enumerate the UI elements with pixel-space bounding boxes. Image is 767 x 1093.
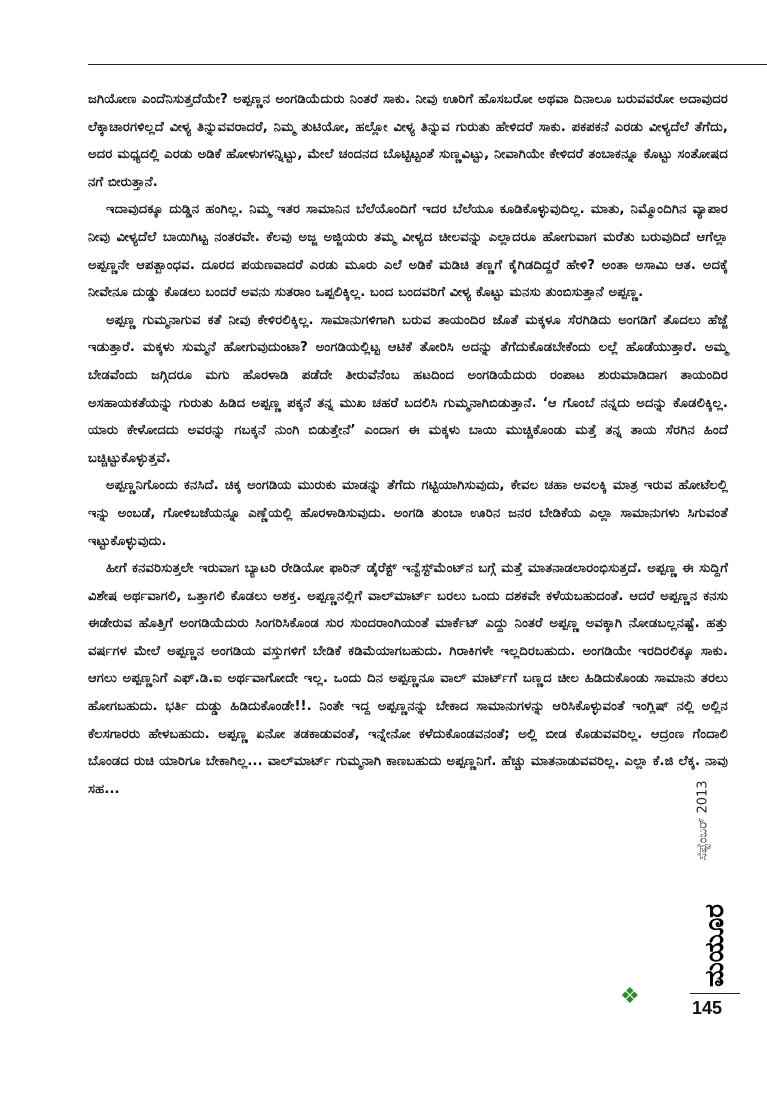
page-number-rule bbox=[690, 993, 740, 994]
issue-date: ಸೆಪ್ಟೆಂಬರ್ 2013 bbox=[695, 779, 711, 861]
page-number: 145 bbox=[692, 998, 723, 1018]
paragraph: ಇದಾವುದಕ್ಕೂ ದುಡ್ಡಿನ ಹಂಗಿಲ್ಲ. ನಿಮ್ಮ ಇತರ ಸಾಮಾನಿನ ಬೆಲೆಯೊಂದಿಗೆ ಇದರ ಬೆಲೆಯೂ ಕೂಡಿಕೊಳ್ಳುವುದಿಲ್ಲ. ಮಾತು, ನಿಮ್ಮೊಂದಿಗಿನ ವ್ಯಾಪಾರ ನೀವು ವೀಳ್ಯದೆಲೆ ಬಾಯಿಗಿಟ್ಟ ನಂತರವೇ. ಕೆಲವು ಅಜ್ಜ ಅಜ್ಜಿಯರು ತಮ್ಮ ವೀಳ್ಯದ ಚೀಲವನ್ನು ಎಲ್ಲಾದರೂ ಹೋಗುವಾಗ ಮರೆತು ಬರುವುದಿದೆ ಆಗೆಲ್ಲಾ ಅಪ್ಪಣ್ಣನೇ ಆಪತ್ಬಾಂಧವ. ದೂರದ ಪಯಣವಾದರೆ ಎರಡು ಮೂರು ಎಲೆ ಅಡಿಕೆ ಮಡಿಚಿ ತಣ್ಣಗೆ ಕೈಗಿಡದಿದ್ದರೆ ಹೇಳಿ? ಅಂತಾ ಅಸಾಮಿ ಆತ. ಅದಕ್ಕೆ ನೀವೇನೂ ದುಡ್ಡು ಕೊಡಲು ಬಂದರೆ ಅವನು ಸುತರಾಂ ಒಪ್ಪಲಿಕ್ಕಿಲ್ಲ. ಬಂದ ಬಂದವರಿಗೆ ವೀಳ್ಯ ಕೊಟ್ಟು ಮನಸು ತುಂಬಿಸುತ್ತಾನೆ ಅಪ್ಪಣ್ಣ. bbox=[88, 202, 728, 301]
paragraph: ಅಪ್ಪಣ್ಣನಿಗೊಂದು ಕನಸಿದೆ. ಚಿಕ್ಕ ಅಂಗಡಿಯ ಮುರುಕು ಮಾಡನ್ನು ತೆಗೆದು ಗಟ್ಟಿಯಾಗಿಸುವುದು, ಕೇವಲ ಚಹಾ ಅವಲಕ್ಕಿ ಮಾತ್ರ ಇರುವ ಹೋಟೆಲಲ್ಲಿ ಇನ್ನು ಅಂಬಡೆ, ಗೋಳಿಬಜೆಯನ್ನೂ ಎಣ್ಣೆಯಲ್ಲಿ ಹೊರಳಾಡಿಸುವುದು. ಅಂಗಡಿ ತುಂಬಾ ಊರಿನ ಜನರ ಬೇಡಿಕೆಯ ಎಲ್ಲಾ ಸಾಮಾನುಗಳು ಸಿಗುವಂತೆ ಇಟ್ಟುಕೊಳ್ಳುವುದು. bbox=[88, 478, 728, 549]
end-ornament-icon: ❖ bbox=[620, 984, 640, 1009]
article-body bbox=[88, 86, 728, 803]
paragraph: ಅಪ್ಪಣ್ಣ ಗುಮ್ಮನಾಗುವ ಕತೆ ನೀವು ಕೇಳಿರಲಿಕ್ಕಿಲ್ಲ. ಸಾಮಾನುಗಳಿಗಾಗಿ ಬರುವ ತಾಯಂದಿರ ಜೊತೆ ಮಕ್ಕಳೂ ಸೆರಗಿಡಿದು ಅಂಗಡಿಗೆ ತೊದಲು ಹೆಜ್ಜೆ ಇಡುತ್ತಾರೆ. ಮಕ್ಕಳು ಸುಮ್ಮನೆ ಹೋಗುವುದುಂಟಾ? ಅಂಗಡಿಯಲ್ಲಿಟ್ಟ ಆಟಿಕೆ ತೋರಿಸಿ ಅದನ್ನು ತೆಗೆದುಕೊಡಬೇಕೆಂದು ಲಲ್ಲೆ ಹೊಡೆಯುತ್ತಾರೆ. ಅಮ್ಮ ಬೇಡವೆಂದು ಜಗ್ಗಿದರೂ ಮಗು ಹೊರಳಾಡಿ ಪಡೆದೇ ತೀರುವೆನೆಂಬ ಹಟದಿಂದ ಅಂಗಡಿಯೆದುರು ರಂಪಾಟ ಶುರುಮಾಡಿದಾಗ ತಾಯಂದಿರ ಅಸಹಾಯಕತೆಯನ್ನು ಗುರುತು ಹಿಡಿದ ಅಪ್ಪಣ್ಣ ಪಕ್ಕನೆ ತನ್ನ ಮುಖ ಚಹರೆ ಬದಲಿಸಿ ಗುಮ್ಮನಾಗಿಬಿಡುತ್ತಾನೆ. ‘ಆ ಗೊಂಬೆ ನನ್ನದು ಅದನ್ನು ಕೊಡಲಿಕ್ಕಿಲ್ಲ. ಯಾರು ಕೇಳೋದದು ಅವರನ್ನು ಗಬಕ್ಕನೆ ನುಂಗಿ ಬಿಡುತ್ತೇನೆ’ ಎಂದಾಗ ಈ ಮಕ್ಕಳು ಬಾಯಿ ಮುಚ್ಚಿಕೊಂಡು ಮತ್ತೆ ತನ್ನ ತಾಯ ಸೆರಗಿನ ಹಿಂದೆ ಬಚ್ಚಿಟ್ಟುಕೊಳ್ಳುತ್ತವೆ. bbox=[88, 312, 728, 466]
top-rule bbox=[88, 64, 767, 65]
paragraph: ಜಗಿಯೋಣ ಎಂದೆನಿಸುತ್ತದೆಯೇ? ಅಪ್ಪಣ್ಣನ ಅಂಗಡಿಯೆದುರು ನಿಂತರೆ ಸಾಕು. ನೀವು ಊರಿಗೆ ಹೊಸಬರೋ ಅಥವಾ ದಿನಾಲೂ ಬರುವವರೋ ಅದಾವುದರ ಲೆಕ್ಕಾಚಾರಗಳಿಲ್ಲದೆ ವೀಳ್ಯ ತಿನ್ನುವವರಾದರೆ, ನಿಮ್ಮ ತುಟಿಯೋ, ಹಲ್ಲೋ ವೀಳ್ಯ ತಿನ್ನುವ ಗುರುತು ಹೇಳಿದರೆ ಸಾಕು. ಪಕಪಕನೆ ಎರಡು ವೀಳ್ಯದೆಲೆ ತೆಗೆದು, ಅದರ ಮಧ್ಯದಲ್ಲಿ ಎರಡು ಅಡಿಕೆ ಹೋಳುಗಳನ್ನಿಟ್ಟು, ಮೇಲೆ ಚಂದನದ ಬೊಟ್ಟಿಟ್ಟಂತೆ ಸುಣ್ಣವಿಟ್ಟು, ನೀವಾಗಿಯೇ ಕೇಳಿದರೆ ತಂಬಾಕನ್ನೂ ಕೊಟ್ಟು ಸಂತೋಷದ ನಗೆ ಬೀರುತ್ತಾನೆ. bbox=[88, 92, 728, 190]
magazine-masthead: ಮಯೂರ bbox=[699, 903, 730, 987]
paragraph: ಹೀಗೆ ಕನವರಿಸುತ್ತಲೇ ಇರುವಾಗ ಬ್ಯಾಟರಿ ರೇಡಿಯೋ ಫಾರಿನ್ ಡೈರೆಕ್ಟ್ ಇನ್ವೆಸ್ಟ್‌ಮೆಂಟ್‌ನ ಬಗ್ಗೆ ಮತ್ತೆ ಮಾತನಾಡಲಾರಂಭಿಸುತ್ತದೆ. ಅಪ್ಪಣ್ಣ ಈ ಸುದ್ದಿಗೆ ವಿಶೇಷ ಅರ್ಥವಾಗಲಿ, ಒತ್ತಾಗಲಿ ಕೊಡಲು ಅಶಕ್ತ. ಅಪ್ಪಣ್ಣನಲ್ಲಿಗೆ ವಾಲ್‌ಮಾರ್ಟ್ ಬರಲು ಒಂದು ದಶಕವೇ ಕಳೆಯಬಹುದಂತೆ. ಆದರೆ ಅಪ್ಪಣ್ಣನ ಕನಸು ಈಡೇರುವ ಹೊತ್ತಿಗೆ ಅಂಗಡಿಯೆದುರು ಸಿಂಗರಿಸಿಕೊಂಡ ಸುರ ಸುಂದರಾಂಗಿಯಂತೆ ಮಾರ್ಕೆಟ್ ಎದ್ದು ನಿಂತರೆ ಅಪ್ಪಣ್ಣ ಅವಕ್ಕಾಗಿ ನೋಡಬಲ್ಲನಷ್ಟೆ. ಹತ್ತು ವರ್ಷಗಳ ಮೇಲೆ ಅಪ್ಪಣ್ಣನ ಅಂಗಡಿಯ ವಸ್ತುಗಳಿಗೆ ಬೇಡಿಕೆ ಕಡಿಮೆಯಾಗಬಹುದು. ಗಿರಾಕಿಗಳೇ ಇಲ್ಲದಿರಬಹುದು. ಅಂಗಡಿಯೇ ಇರದಿರಲಿಕ್ಕೂ ಸಾಕು. ಆಗಲು ಅಪ್ಪಣ್ಣನಿಗೆ ಎಫ್.ಡಿ.ಐ ಅರ್ಥವಾಗೋದೇ ಇಲ್ಲ. ಒಂದು ದಿನ ಅಪ್ಪಣ್ಣನೂ ವಾಲ್ ಮಾರ್ಟ್‌ಗೆ ಬಣ್ಣದ ಚೀಲ ಹಿಡಿದುಕೊಂಡು ಸಾಮಾನು ತರಲು ಹೋಗಬಹುದು. ಭರ್ತಿ ದುಡ್ಡು ಹಿಡಿದುಕೊಂಡೇ!!. ನಿಂತೇ ಇದ್ದ ಅಪ್ಪಣ್ಣನನ್ನು ಬೇಕಾದ ಸಾಮಾನುಗಳನ್ನು ಆರಿಸಿಕೊಳ್ಳುವಂತೆ ಇಂಗ್ಲಿಷ್ ನಲ್ಲಿ ಅಲ್ಲಿನ ಕೆಲಸಗಾರರು ಹೇಳಬಹುದು. ಅಪ್ಪಣ್ಣ ಏನೋ ತಡಕಾಡುವಂತೆ, ಇನ್ನೇನೋ ಕಳೆದುಕೊಂಡವನಂತೆ; ಅಲ್ಲಿ ಬೀಡ ಕೊಡುವವರಿಲ್ಲ. ಆದ್ರಂಣ ಗೆಂದಾಲಿ ಬೊಂಡದ ರುಚಿ ಯಾರಿಗೂ ಬೇಕಾಗಿಲ್ಲ... ವಾಲ್‌ಮಾರ್ಟ್‌ ಗುಮ್ಮನಾಗಿ ಕಾಣಬಹುದು ಅಪ್ಪಣ್ಣನಿಗೆ. ಹೆಚ್ಚು ಮಾತನಾಡುವವರಿಲ್ಲ. ಎಲ್ಲಾ ಕೆ.ಜಿ ಲೆಕ್ಕ. ನಾವು ಸಹ... bbox=[88, 561, 728, 797]
magazine-sidebar bbox=[688, 745, 748, 995]
